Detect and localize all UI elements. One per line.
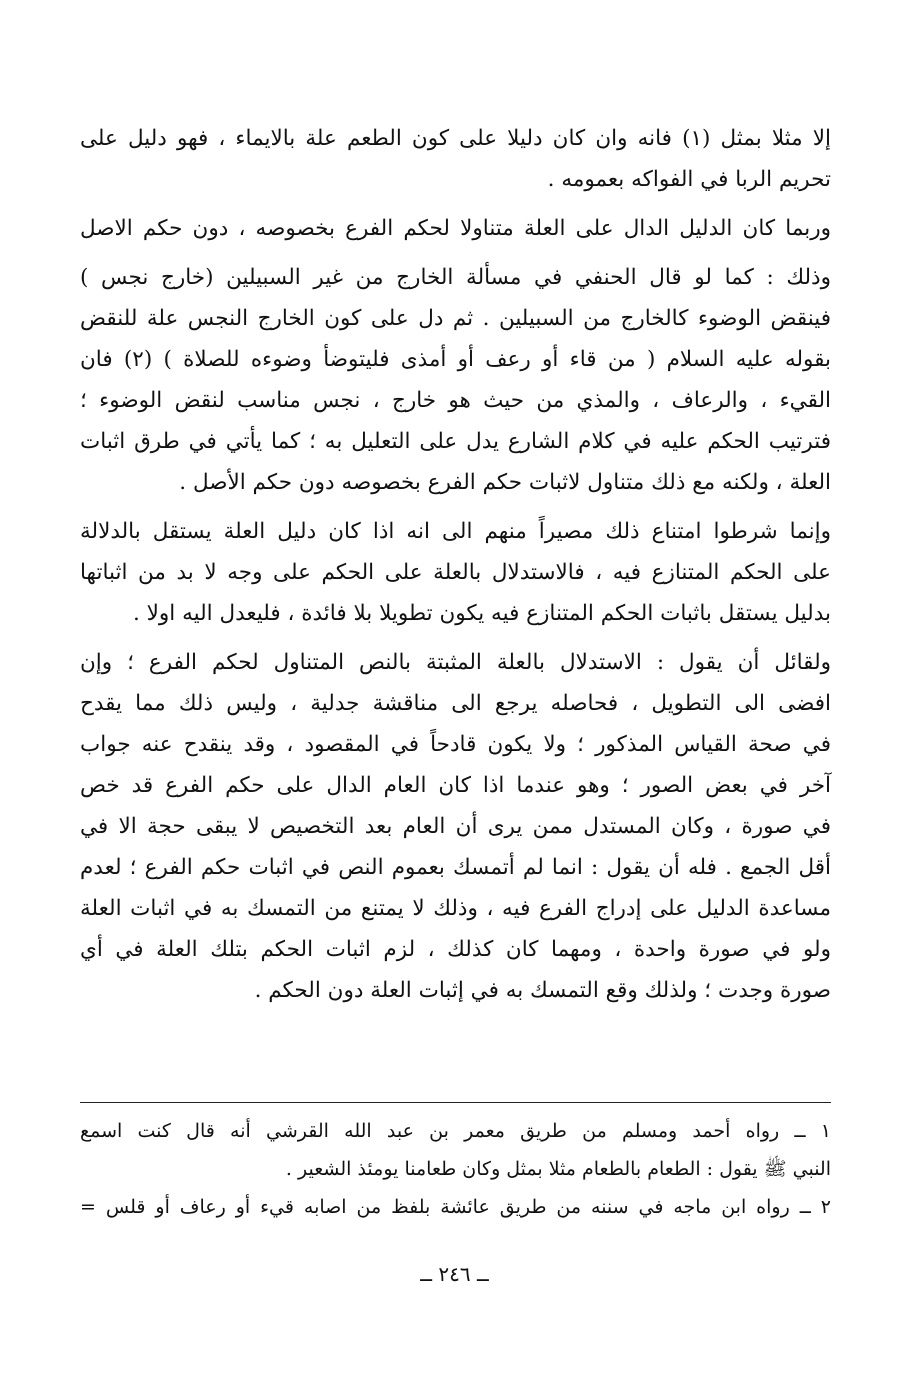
text-line: ولقائل أن يقول : الاستدلال بالعلة المثبتة بالنص المتناول لحكم الفرع ؛ وإن (80, 650, 831, 675)
footnote-divider (80, 1102, 831, 1103)
text-line: فترتيب الحكم عليه في كلام الشارع يدل على التعليل به ؛ كما يأتي في طرق اثبات (80, 429, 831, 454)
text-line: في صحة القياس المذكور ؛ ولا يكون قادحاً في المقصود ، وقد ينقدح عنه جواب (80, 732, 831, 757)
text-line: في صورة ، وكان المستدل ممن يرى أن العام بعد التخصيص لا يبقى حجة الا في (80, 814, 831, 839)
text-line: تحريم الربا في الفواكه بعمومه . (547, 167, 831, 192)
footnote-line: النبي ﷺ يقول : الطعام بالطعام مثلا بمثل وكان طعامنا يومئذ الشعير . (285, 1158, 831, 1180)
text-line: وإنما شرطوا امتناع ذلك مصيراً منهم الى انه اذا كان دليل العلة يستقل بالدلالة (80, 519, 831, 544)
text-line: افضى الى التطويل ، فحاصله يرجع الى مناقشة جدلية ، وليس ذلك مما يقدح (80, 691, 831, 716)
paragraph-3 (80, 257, 831, 503)
paragraph-2 (80, 208, 831, 249)
footnote-line: ١ ــ رواه أحمد ومسلم من طريق معمر بن عبد الله القرشي أنه قال كنت اسمع (80, 1120, 831, 1142)
text-line: مساعدة الدليل على إدراج الفرع فيه ، وذلك لا يمتنع من التمسك به في اثبات العلة (80, 896, 831, 921)
main-text (80, 118, 831, 1011)
text-line: إلا مثلا بمثل (١) فانه وان كان دليلا على كون الطعم علة بالايماء ، فهو دليل على (80, 126, 831, 151)
paragraph-1 (80, 118, 831, 200)
text-line: بقوله عليه السلام ( من قاء أو رعف أو أمذى فليتوضأ وضوءه للصلاة ) (٢) فان (80, 347, 832, 372)
text-line: أقل الجمع . فله أن يقول : انما لم أتمسك بعموم النص في اثبات حكم الفرع ؛ لعدم (80, 855, 831, 880)
text-line: وذلك : كما لو قال الحنفي في مسألة الخارج من غير السبيلين (خارج نجس ) (80, 265, 831, 290)
text-line: على الحكم المتنازع فيه ، فالاستدلال بالعلة على الحكم على وجه لا بد من اثباتها (80, 560, 831, 585)
footnotes (80, 1112, 831, 1226)
paragraph-4 (80, 511, 831, 634)
text-line: ولو في صورة واحدة ، ومهما كان كذلك ، لزم اثبات الحكم بتلك العلة في أي (80, 937, 831, 962)
text-line: صورة وجدت ؛ ولذلك وقع التمسك به في إثبات العلة دون الحكم . (254, 978, 831, 1003)
text-line: فينقض الوضوء كالخارج من السبيلين . ثم دل على كون الخارج النجس علة للنقض (80, 306, 831, 331)
text-line: وربما كان الدليل الدال على العلة متناولا لحكم الفرع بخصوصه ، دون حكم الاصل (80, 216, 831, 241)
text-line: آخر في بعض الصور ؛ وهو عندما اذا كان العام الدال على حكم الفرع قد خص (80, 773, 831, 798)
text-line: القيء ، والرعاف ، والمذي من حيث هو خارج ، نجس مناسب لنقض الوضوء ؛ (80, 388, 831, 413)
paragraph-5 (80, 642, 831, 1011)
page-number: ــ ٢٤٦ ــ (420, 1262, 489, 1286)
footnote-line: ٢ ــ رواه ابن ماجه في سننه من طريق عائشة بلفظ من اصابه قيء أو رعاف أو قلس = (80, 1196, 831, 1218)
text-line: العلة ، ولكنه مع ذلك متناول لاثبات حكم الفرع بخصوصه دون حكم الأصل . (179, 470, 831, 495)
text-line: بدليل يستقل باثبات الحكم المتنازع فيه يكون تطويلا بلا فائدة ، فليعدل اليه اولا . (132, 601, 831, 626)
